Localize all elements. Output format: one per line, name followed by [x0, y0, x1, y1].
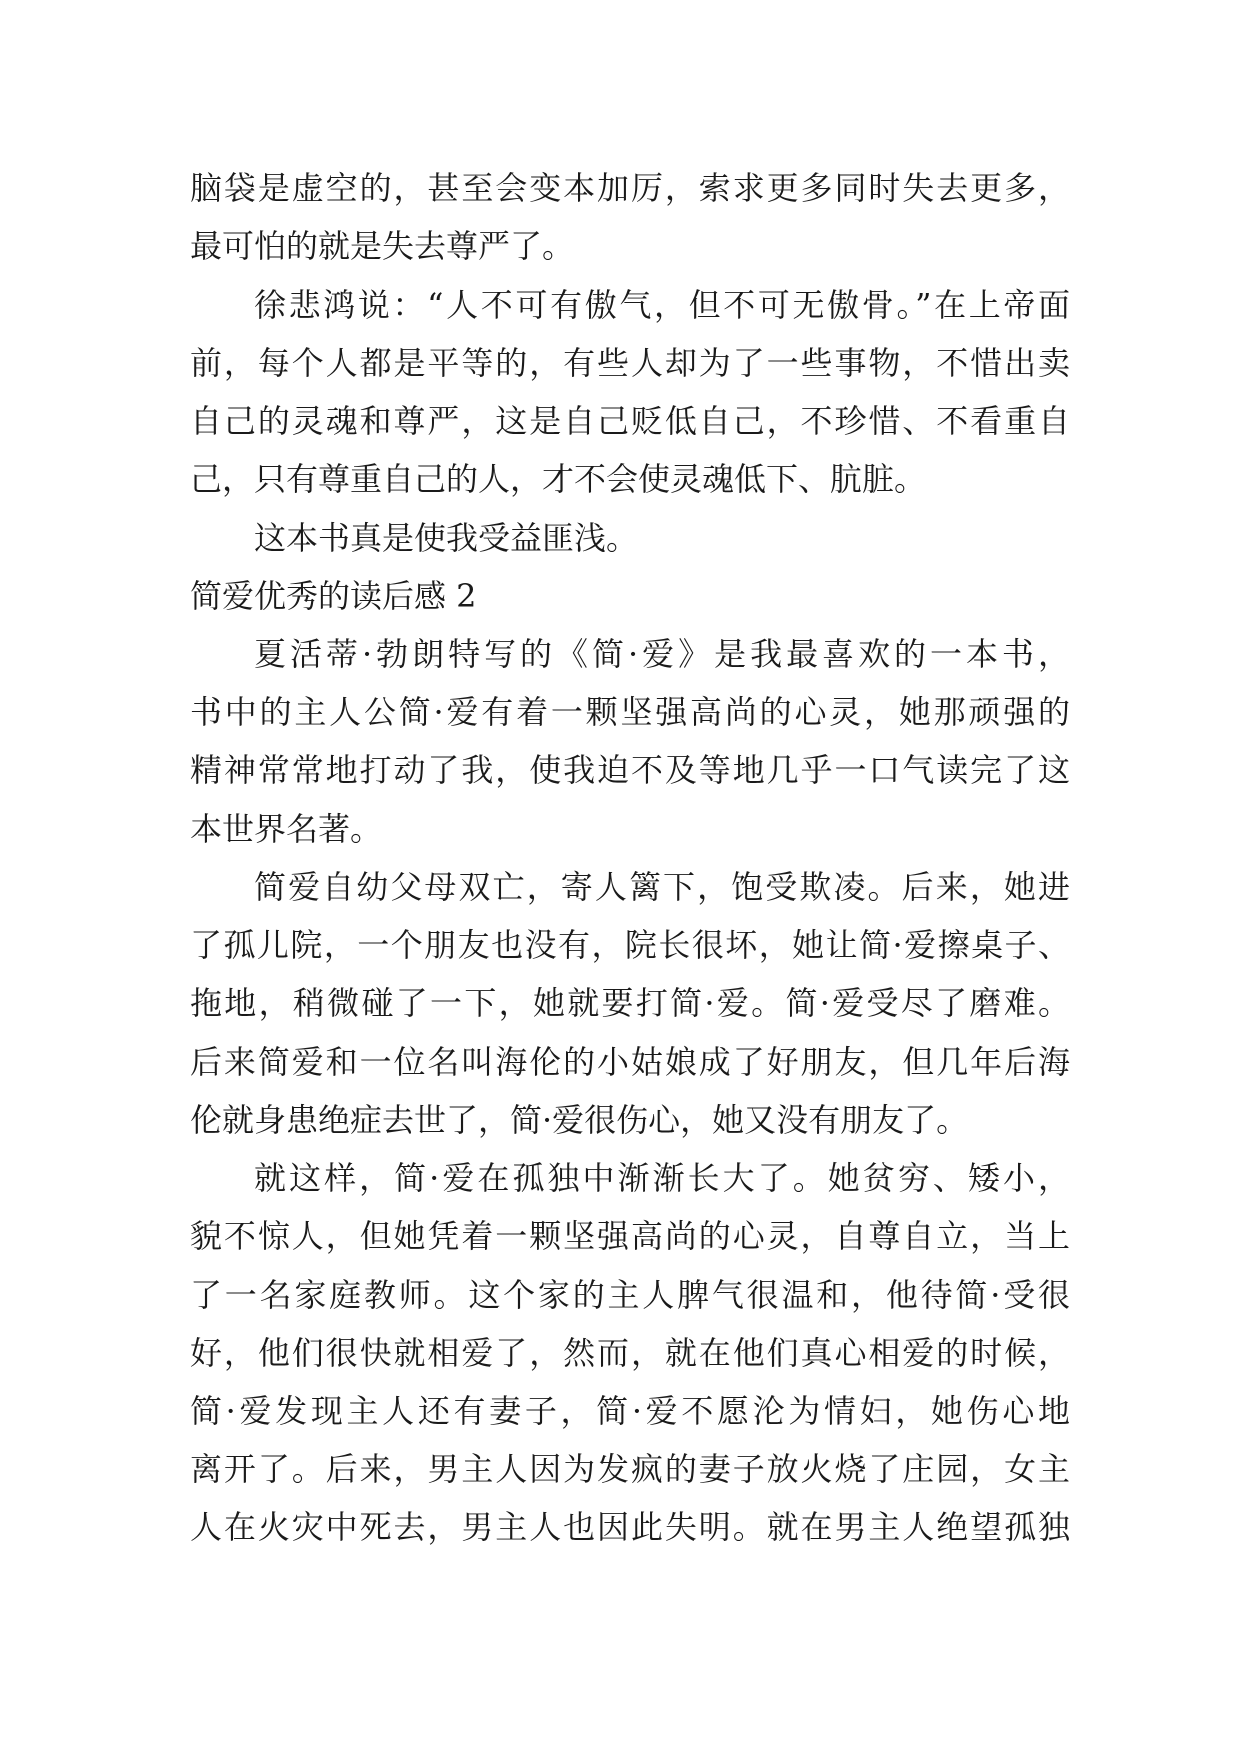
text-line: 简·爱发现主人还有妻子，简·爱不愿沦为情妇，她伤心地	[190, 1392, 1070, 1430]
text-line: 伦就身患绝症去世了，简·爱很伤心，她又没有朋友了。	[190, 1101, 969, 1139]
text-line: 这本书真是使我受益匪浅。	[254, 519, 639, 557]
text-line: 本世界名著。	[190, 810, 383, 848]
text-line: 离开了。后来，男主人因为发疯的妻子放火烧了庄园，女主	[190, 1450, 1070, 1488]
text-line: 就这样，简·爱在孤独中渐渐长大了。她贫穷、矮小，	[254, 1159, 1070, 1197]
text-line: 简爱自幼父母双亡，寄人篱下，饱受欺凌。后来，她进	[254, 868, 1070, 906]
text-line: 夏活蒂·勃朗特写的《简·爱》是我最喜欢的一本书，	[254, 635, 1070, 673]
text-line: 最可怕的就是失去尊严了。	[190, 227, 575, 265]
text-line: 了孤儿院，一个朋友也没有，院长很坏，她让简·爱擦桌子、	[190, 926, 1070, 964]
text-line: 人在火灾中死去，男主人也因此失明。就在男主人绝望孤独	[190, 1508, 1070, 1546]
text-line: 脑袋是虚空的，甚至会变本加厉，索求更多同时失去更多，	[190, 169, 1070, 207]
text-line: 书中的主人公简·爱有着一颗坚强高尚的心灵，她那顽强的	[190, 693, 1070, 731]
text-line: 前，每个人都是平等的，有些人却为了一些事物，不惜出卖	[190, 344, 1070, 382]
text-line: 己，只有尊重自己的人，才不会使灵魂低下、肮脏。	[190, 460, 927, 498]
text-line: 貌不惊人，但她凭着一颗坚强高尚的心灵，自尊自立，当上	[190, 1217, 1070, 1255]
text-line: 后来简爱和一位名叫海伦的小姑娘成了好朋友，但几年后海	[190, 1043, 1070, 1081]
text-line: 了一名家庭教师。这个家的主人脾气很温和，他待简·受很	[190, 1276, 1070, 1314]
text-line: 自己的灵魂和尊严，这是自己贬低自己，不珍惜、不看重自	[190, 402, 1070, 440]
section-heading: 简爱优秀的读后感 2	[190, 577, 477, 615]
text-line: 拖地，稍微碰了一下，她就要打简·爱。简·爱受尽了磨难。	[190, 984, 1070, 1022]
text-line: 徐悲鸿说：“人不可有傲气，但不可无傲骨。”在上帝面	[254, 286, 1070, 324]
text-line: 精神常常地打动了我，使我迫不及等地几乎一口气读完了这	[190, 751, 1070, 789]
text-line: 好，他们很快就相爱了，然而，就在他们真心相爱的时候，	[190, 1334, 1070, 1372]
